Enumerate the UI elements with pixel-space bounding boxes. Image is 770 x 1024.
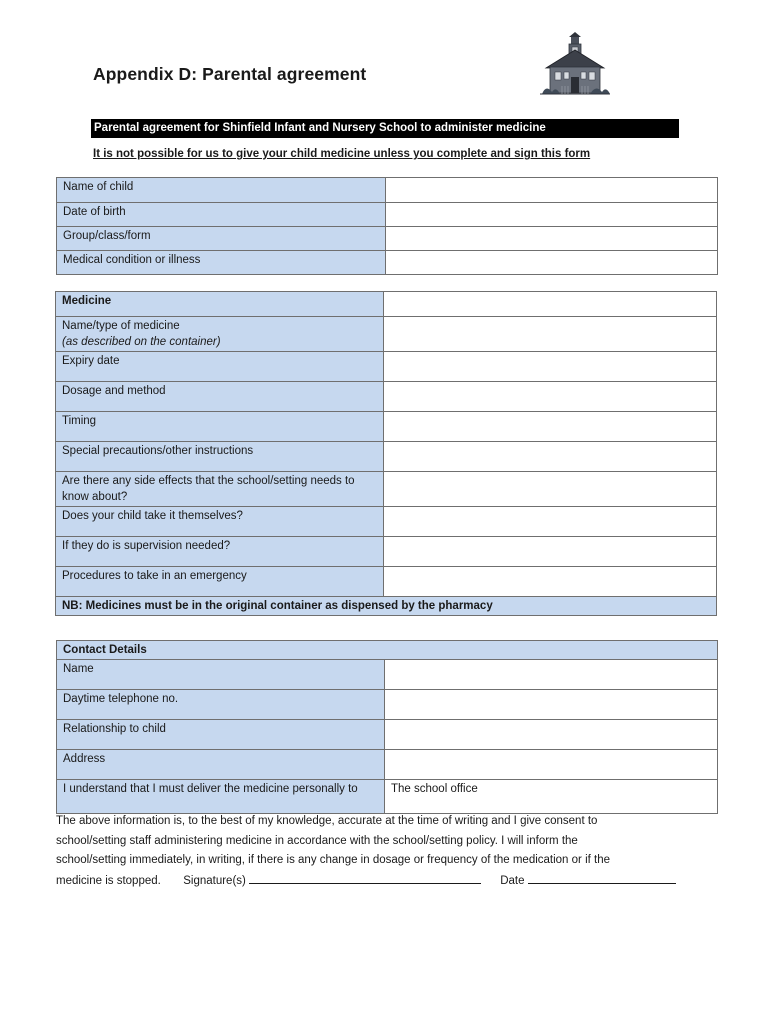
contact-name-field[interactable] bbox=[385, 660, 718, 690]
declaration-line-3: school/setting immediately, in writing, if there is any change in dosage or frequency of the medication or if the bbox=[56, 854, 610, 866]
child-name-field[interactable] bbox=[386, 178, 718, 203]
contact-name-label: Name bbox=[57, 660, 385, 690]
medical-condition-label: Medical condition or illness bbox=[57, 251, 386, 275]
date-of-birth-label: Date of birth bbox=[57, 203, 386, 227]
contact-table bbox=[56, 640, 718, 814]
form-banner: Parental agreement for Shinfield Infant and Nursery School to administer medicine bbox=[91, 119, 679, 138]
timing-field[interactable] bbox=[384, 412, 717, 442]
medical-condition-field[interactable] bbox=[386, 251, 718, 275]
relationship-label: Relationship to child bbox=[57, 720, 385, 750]
expiry-date-field[interactable] bbox=[384, 352, 717, 382]
emergency-procedures-field[interactable] bbox=[384, 567, 717, 597]
contact-heading: Contact Details bbox=[57, 641, 718, 660]
medicine-name-sublabel: (as described on the container) bbox=[62, 336, 221, 348]
page-title: Appendix D: Parental agreement bbox=[93, 64, 367, 84]
relationship-field[interactable] bbox=[385, 720, 718, 750]
telephone-label: Daytime telephone no. bbox=[57, 690, 385, 720]
signature-line[interactable] bbox=[249, 871, 481, 884]
consent-declaration bbox=[56, 812, 716, 891]
address-field[interactable] bbox=[385, 750, 718, 780]
special-precautions-field[interactable] bbox=[384, 442, 717, 472]
medicine-heading-field[interactable] bbox=[384, 292, 717, 317]
child-name-label: Name of child bbox=[57, 178, 386, 203]
declaration-line-4 bbox=[56, 871, 716, 892]
dosage-field[interactable] bbox=[384, 382, 717, 412]
original-container-note: NB: Medicines must be in the original container as dispensed by the pharmacy bbox=[56, 597, 717, 616]
supervision-label: If they do is supervision needed? bbox=[56, 537, 384, 567]
expiry-date-label: Expiry date bbox=[56, 352, 384, 382]
declaration-line-2: school/setting staff administering medicine in accordance with the school/setting policy. I will inform the bbox=[56, 834, 578, 847]
declaration-line-1: The above information is, to the best of my knowledge, accurate at the time of writing and I give consent to bbox=[56, 815, 598, 827]
self-administer-label: Does your child take it themselves? bbox=[56, 507, 384, 537]
dosage-label: Dosage and method bbox=[56, 382, 384, 412]
medicine-name-label bbox=[56, 317, 384, 352]
telephone-field[interactable] bbox=[385, 690, 718, 720]
special-precautions-label: Special precautions/other instructions bbox=[56, 442, 384, 472]
date-line[interactable] bbox=[528, 871, 676, 884]
side-effects-label: Are there any side effects that the school/setting needs to know about? bbox=[56, 472, 384, 507]
medicine-table bbox=[55, 291, 717, 616]
medicine-name-text: Name/type of medicine bbox=[62, 320, 180, 332]
self-administer-field[interactable] bbox=[384, 507, 717, 537]
delivery-field[interactable]: The school office bbox=[385, 780, 718, 814]
medicine-heading: Medicine bbox=[56, 292, 384, 317]
declaration-line-4-text: medicine is stopped. bbox=[56, 874, 161, 887]
delivery-label: I understand that I must deliver the medicine personally to bbox=[57, 780, 385, 814]
signature-label: Signature(s) bbox=[183, 874, 246, 887]
form-notice: It is not possible for us to give your child medicine unless you complete and sign this form bbox=[93, 148, 591, 160]
date-label: Date bbox=[500, 874, 525, 887]
medicine-name-field[interactable] bbox=[384, 317, 717, 352]
side-effects-field[interactable] bbox=[384, 472, 717, 507]
address-label: Address bbox=[57, 750, 385, 780]
child-details-table bbox=[56, 177, 718, 275]
date-of-birth-field[interactable] bbox=[386, 203, 718, 227]
timing-label: Timing bbox=[56, 412, 384, 442]
emergency-procedures-label: Procedures to take in an emergency bbox=[56, 567, 384, 597]
supervision-field[interactable] bbox=[384, 537, 717, 567]
school-building-icon bbox=[538, 32, 612, 98]
group-class-field[interactable] bbox=[386, 227, 718, 251]
group-class-label: Group/class/form bbox=[57, 227, 386, 251]
